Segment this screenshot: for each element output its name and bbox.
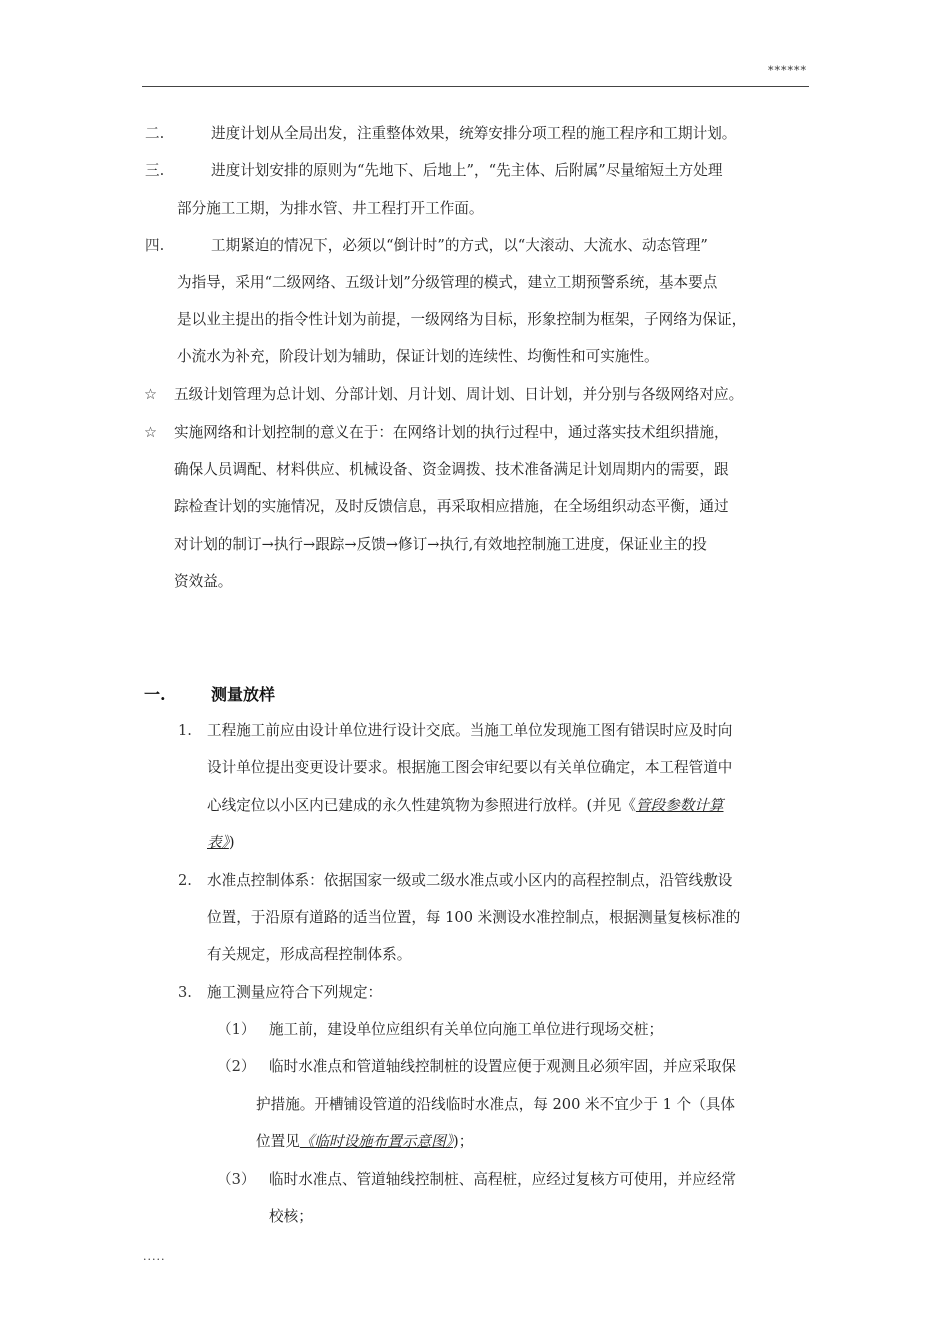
paragraph-line: 护措施。开槽铺设管道的沿线临时水准点，每 200 米不宜少于 1 个（具体: [256, 1096, 735, 1113]
line-text: ): [228, 834, 235, 851]
sub-list-number: （2）: [217, 1058, 256, 1075]
line-text: )；: [453, 1133, 474, 1150]
paragraph-line: 实施网络和计划控制的意义在于：在网络计划的执行过程中，通过落实技术组织措施，: [174, 424, 729, 441]
star-icon: ☆: [144, 424, 158, 441]
paragraph-line: 工程施工前应由设计单位进行设计交底。当施工单位发现施工图有错误时应及时向: [207, 722, 733, 739]
list-number: 1.: [178, 722, 192, 739]
section-number: 一.: [144, 685, 166, 704]
paragraph-line: 为指导，采用“二级网络、五级计划”分级管理的模式，建立工期预警系统，基本要点: [177, 274, 718, 291]
paragraph-line: 小流水为补充，阶段计划为辅助，保证计划的连续性、均衡性和可实施性。: [177, 348, 659, 365]
paragraph-line: 部分施工工期，为排水管、井工程打开工作面。: [177, 200, 484, 217]
paragraph-line: 资效益。: [174, 573, 233, 590]
paragraph-line: 对计划的制订→执行→跟踪→反馈→修订→执行,有效地控制施工进度，保证业主的投: [174, 536, 707, 553]
list-number: 三.: [145, 162, 165, 179]
paragraph-line: [256, 1132, 473, 1152]
paragraph-line: 有关规定，形成高程控制体系。: [207, 946, 412, 963]
line-text: 位置见: [256, 1133, 300, 1150]
doc-reference-link[interactable]: 《临时设施布置示意图》: [299, 1133, 454, 1150]
header-divider: [142, 86, 809, 87]
paragraph-line: 施工测量应符合下列规定：: [207, 984, 383, 1001]
paragraph-line: [207, 833, 235, 853]
paragraph-line: [207, 796, 724, 816]
paragraph-line: 施工前，建设单位应组织有关单位向施工单位进行现场交桩；: [269, 1021, 664, 1038]
footer-mark: .....: [143, 1250, 166, 1263]
paragraph-line: 踪检查计划的实施情况，及时反馈信息，再采取相应措施，在全场组织动态平衡，通过: [174, 498, 729, 515]
paragraph-line: 位置，于沿原有道路的适当位置，每 100 米测设水准控制点，根据测量复核标准的: [207, 909, 741, 926]
paragraph-line: 五级计划管理为总计划、分部计划、月计划、周计划、日计划，并分别与各级网络对应。: [174, 386, 744, 403]
paragraph-line: 进度计划从全局出发，注重整体效果，统筹安排分项工程的施工程序和工期计划。: [211, 125, 737, 142]
paragraph-line: 校核；: [269, 1208, 313, 1225]
sub-list-number: （1）: [217, 1021, 256, 1038]
list-number: 3.: [178, 984, 192, 1001]
paragraph-line: 是以业主提出的指令性计划为前提，一级网络为目标，形象控制为框架，子网络为保证，: [177, 311, 747, 328]
list-number: 四.: [145, 237, 165, 254]
doc-reference-link[interactable]: 表》: [207, 834, 229, 851]
doc-reference-link[interactable]: 管段参数计算: [635, 797, 724, 814]
line-text: 心线定位以小区内已建成的永久性建筑物为参照进行放样。(并见《: [207, 797, 636, 814]
list-number: 2.: [178, 872, 192, 889]
sub-list-number: （3）: [217, 1171, 256, 1188]
list-number: 二.: [145, 125, 165, 142]
paragraph-line: 临时水准点、管道轴线控制桩、高程桩，应经过复核方可使用，并应经常: [269, 1171, 737, 1188]
header-mark: ******: [768, 64, 807, 77]
star-icon: ☆: [144, 386, 158, 403]
paragraph-line: 确保人员调配、材料供应、机械设备、资金调拨、技术准备满足计划周期内的需要，跟: [174, 461, 729, 478]
paragraph-line: 临时水准点和管道轴线控制桩的设置应便于观测且必须牢固，并应采取保: [269, 1058, 737, 1075]
paragraph-line: 工期紧迫的情况下，必须以“倒计时”的方式，以“大滚动、大流水、动态管理”: [211, 237, 708, 254]
paragraph-line: 进度计划安排的原则为“先地下、后地上”，“先主体、后附属”尽量缩短土方处理: [211, 162, 723, 179]
section-title: 测量放样: [211, 685, 276, 704]
paragraph-line: 设计单位提出变更设计要求。根据施工图会审纪要以有关单位确定，本工程管道中: [207, 759, 733, 776]
paragraph-line: 水准点控制体系：依据国家一级或二级水准点或小区内的高程控制点，沿管线敷设: [207, 872, 733, 889]
